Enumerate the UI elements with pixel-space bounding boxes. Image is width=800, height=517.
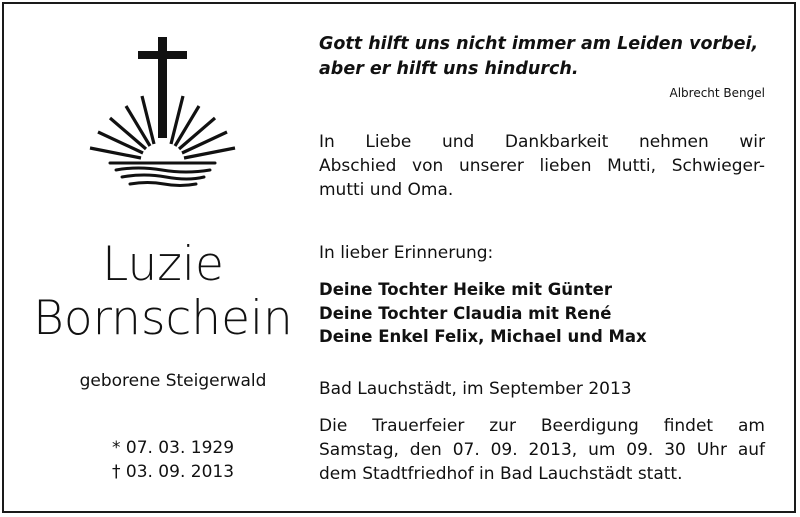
farewell-line: Abschied von unserer lieben Mutti, Schwieger- — [319, 156, 765, 176]
quote-line: Gott hilft uns nicht immer am Leiden vorbei, — [319, 34, 759, 54]
farewell-line: In Liebe und Dankbarkeit nehmen wir — [319, 132, 765, 152]
place-date-text: Bad Lauchstädt, im September 2013 — [319, 379, 632, 399]
memory-label-text: In lieber Erinnerung: — [319, 243, 494, 263]
quote — [319, 32, 769, 82]
birth-date: * 07. 03. 1929 — [111, 438, 235, 458]
deceased-last-name: Bornschein — [33, 291, 293, 346]
mourner-line: Deine Enkel Felix, Michael und Max — [319, 327, 647, 346]
mourner-line: Deine Tochter Claudia mit René — [319, 303, 612, 323]
mourners-list — [319, 278, 765, 349]
funeral-line: Die Trauerfeier zur Beerdigung findet am — [319, 416, 765, 436]
funeral-line: Samstag, den 07. 09. 2013, um 09. 30 Uhr auf — [319, 440, 765, 460]
deceased-first-name: Luzie — [102, 237, 224, 292]
quote-author: Albrecht Bengel — [669, 86, 765, 100]
mourner-line: Deine Tochter Heike mit Günter — [319, 280, 612, 299]
maiden-name: geborene Steigerwald — [79, 371, 267, 391]
funeral-line: dem Stadtfriedhof in Bad Lauchstädt statt. — [319, 464, 683, 484]
quote-line: aber er hilft uns hindurch. — [319, 59, 579, 79]
farewell-text — [319, 130, 765, 202]
cross-sun-waves-icon — [88, 34, 236, 194]
memory-label — [319, 241, 765, 265]
death-date: † 03. 09. 2013 — [111, 462, 235, 482]
farewell-line: mutti und Oma. — [319, 180, 454, 200]
place-date — [319, 377, 765, 401]
funeral-info — [319, 414, 765, 486]
